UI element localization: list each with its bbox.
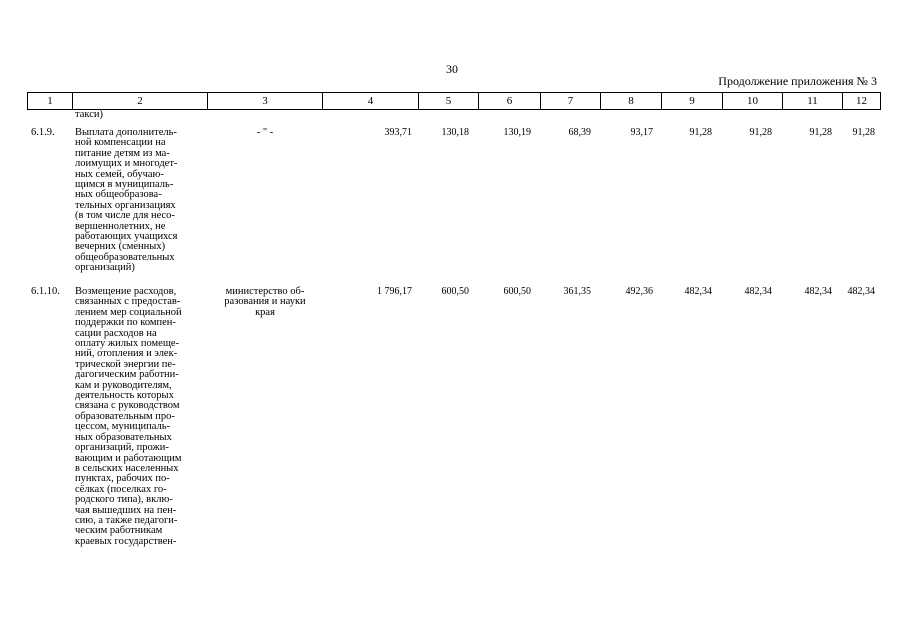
description-line: тельных организациях (75, 199, 176, 211)
value-cell: 130,18 (441, 127, 469, 138)
value-cell: 482,34 (804, 286, 832, 297)
description-line: кам и руководителям, (75, 379, 172, 391)
description-line: трической энергии пе- (75, 358, 176, 370)
row-number: 6.1.10. (31, 286, 60, 297)
description-line: сации расходов на (75, 327, 157, 339)
responsible-line: министерство об- (225, 286, 305, 297)
description-line: лением мер социальной (75, 306, 182, 318)
description-line: краевых государствен- (75, 535, 177, 547)
appendix-continuation-label: Продолжение приложения № 3 (718, 74, 877, 88)
value-cell: 91,28 (689, 127, 712, 138)
value-cell: 1 796,17 (377, 286, 412, 297)
description-line: ных общеобразова- (75, 189, 162, 201)
value-cell: 492,36 (625, 286, 653, 297)
description-line: щимся в муниципаль- (75, 179, 174, 191)
description-line: Выплата дополнитель- (75, 127, 177, 138)
column-header: 11 (783, 93, 843, 110)
description-line: дагогическим работни- (75, 369, 179, 381)
description-line: вершеннолетних, не (75, 220, 166, 232)
column-header: 5 (419, 93, 479, 110)
description-line: сию, а также педагоги- (75, 514, 178, 526)
description-line: организаций) (75, 262, 135, 274)
column-header: 7 (541, 93, 601, 110)
value-cell: 393,71 (384, 127, 412, 138)
responsible-line: разования и науки (224, 296, 306, 308)
column-header: 12 (843, 93, 881, 110)
value-cell: 68,39 (568, 127, 591, 138)
description-line: вающим и работающим (75, 452, 182, 464)
description-line: ческим работникам (75, 525, 163, 537)
table-header (27, 92, 881, 110)
description-line: образовательным про- (75, 410, 175, 422)
value-cell: 91,28 (749, 127, 772, 138)
column-header: 1 (28, 93, 73, 110)
description-line: общеобразовательных (75, 251, 175, 263)
column-header: 8 (601, 93, 662, 110)
description-line: (в том числе для несо- (75, 210, 175, 222)
column-header: 10 (723, 93, 783, 110)
column-header: 3 (208, 93, 323, 110)
description-line: ных образовательных (75, 431, 172, 443)
description-line: связана с руководством (75, 400, 180, 412)
description-line: сёлках (поселках го- (75, 483, 167, 495)
description-line: родского типа), вклю- (75, 494, 173, 506)
responsible-line: - " - (256, 127, 274, 138)
value-cell: 130,19 (503, 127, 531, 138)
value-cell: 600,50 (503, 286, 531, 297)
column-header: 4 (323, 93, 419, 110)
description-line: Возмещение расходов, (75, 286, 177, 297)
row-number: 6.1.9. (31, 127, 55, 138)
row-description (75, 128, 210, 274)
value-cell: 482,34 (684, 286, 712, 297)
row-description (75, 287, 210, 547)
description-line: ных семей, обучаю- (75, 168, 164, 180)
column-header: 9 (662, 93, 723, 110)
description-line: работающих учащихся (75, 231, 178, 243)
description-line: поддержки по компен- (75, 317, 176, 329)
description-line: лоимущих и многодет- (75, 158, 178, 170)
description-line: пунктах, рабочих по- (75, 473, 170, 485)
column-header: 6 (479, 93, 541, 110)
description-line: деятельность которых (75, 390, 174, 402)
row-responsible (210, 287, 320, 318)
value-cell: 93,17 (630, 127, 653, 138)
value-cell: 600,50 (441, 286, 469, 297)
value-cell: 482,34 (847, 286, 875, 297)
description-line: в сельских населенных (75, 462, 179, 474)
description-line: оплату жилых помеще- (75, 338, 180, 350)
column-header: 2 (73, 93, 208, 110)
page-number: 30 (446, 62, 458, 76)
description-line: ний, отопления и элек- (75, 348, 178, 360)
description-line: питание детям из ма- (75, 147, 170, 159)
description-line: цессом, муниципаль- (75, 421, 171, 433)
value-cell: 91,28 (809, 127, 832, 138)
description-line: связанных с предостав- (75, 296, 181, 308)
row-responsible (210, 128, 320, 138)
responsible-line: края (255, 306, 275, 318)
description-line: организаций, прожи- (75, 442, 169, 454)
description-line: вечерних (сменных) (75, 241, 166, 253)
description-line: чая вышедших на пен- (75, 504, 177, 516)
value-cell: 91,28 (852, 127, 875, 138)
carryover-text: такси) (75, 109, 103, 120)
value-cell: 361,35 (563, 286, 591, 297)
value-cell: 482,34 (744, 286, 772, 297)
description-line: ной компенсации на (75, 137, 166, 149)
